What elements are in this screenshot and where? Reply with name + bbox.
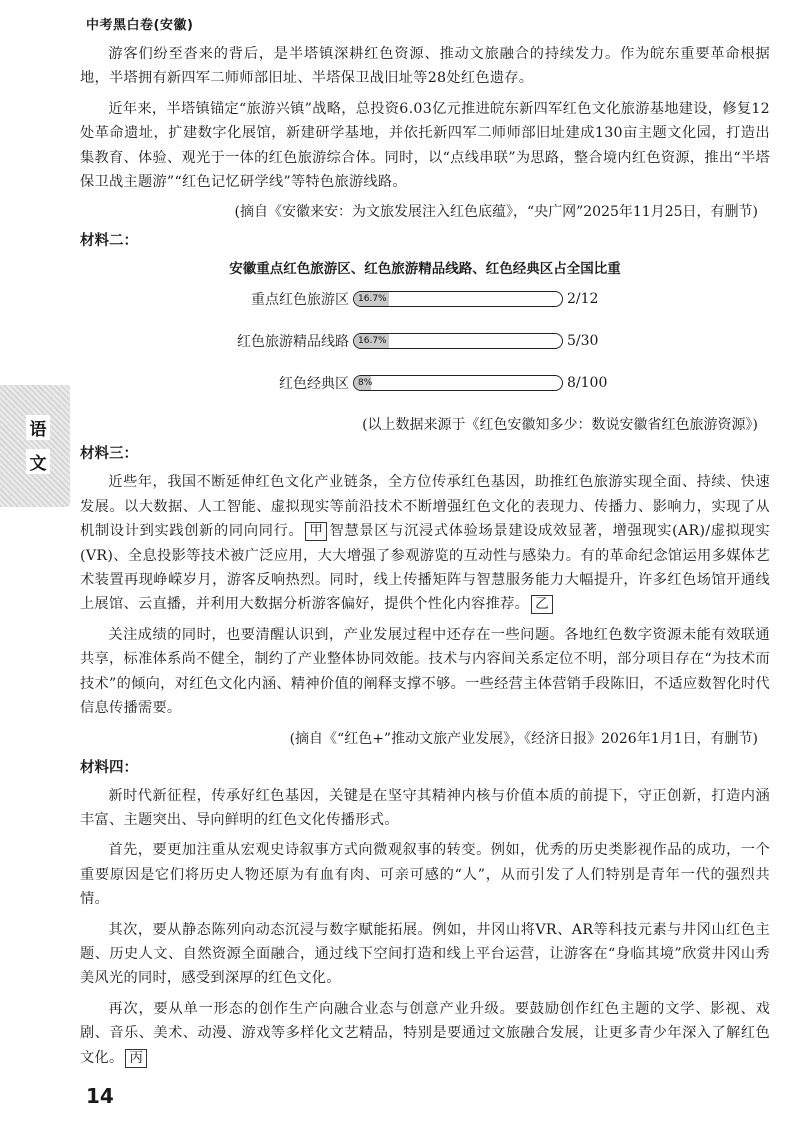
chart-category-label: 红色旅游精品线路 <box>237 334 349 351</box>
material3-paragraph-1 <box>80 470 770 616</box>
subject-tab-char-2: 文 <box>26 449 50 474</box>
chart-category-label: 红色经典区 <box>279 376 349 393</box>
chart-row <box>80 371 770 395</box>
share-bar-chart <box>80 257 770 395</box>
chart-ratio-label: 8/100 <box>567 375 608 392</box>
chart-row <box>80 329 770 353</box>
chart-category-label: 重点红色旅游区 <box>251 292 349 309</box>
material3-p1-part-b: 智慧景区与沉浸式体验场景建设成效显著，增强现实(AR)/虚拟现实(VR)、全息投影等技术被广泛应用，大大增强了参观游览的互动性与感染力。有的革命纪念馆运用多媒体艺术装置再现峥嵘岁月，游客反响热烈。同时，线上传播矩阵与智慧服务能力大幅提升，许多红色场馆开通线上展馆、云直播，并利用大数据分析游客偏好，提供个性化内容推荐。 <box>80 523 770 613</box>
blank-marker-yi: 乙 <box>531 595 553 614</box>
subject-tab <box>0 385 70 507</box>
page-number: 14 <box>86 1084 114 1108</box>
blank-marker-bing: 丙 <box>125 1049 147 1068</box>
chart-title: 安徽重点红色旅游区、红色旅游精品线路、红色经典区占全国比重 <box>229 261 621 278</box>
subject-tab-char-1: 语 <box>26 415 50 440</box>
material2-source: (以上数据来源于《红色安徽知多少：数说安徽省红色旅游资源》) <box>362 417 758 434</box>
chart-bar-track <box>353 291 563 307</box>
material4-paragraph-2: 首先，要更加注重从宏观史诗叙事方式向微观叙事的转变。例如，优秀的历史类影视作品的成功，一个重要原因是它们将历史人物还原为有血有肉、可亲可感的“人”，从而引发了人们特别是青年一代的强烈共情。 <box>80 842 770 908</box>
material4-p4-text: 再次，要从单一形态的创作生产向融合业态与创意产业升级。要鼓励创作红色主题的文学、影视、戏剧、音乐、美术、动漫、游戏等多样化文艺精品，特别是要通过文旅融合发展，让更多青少年深入了解红色文化。 <box>80 1000 770 1066</box>
material4-paragraph-4 <box>80 997 770 1070</box>
material2-label: 材料二： <box>80 233 138 250</box>
material1-paragraph-1: 游客们纷至沓来的背后，是半塔镇深耕红色资源、推动文旅融合的持续发力。作为皖东重要革命根据地，半塔拥有新四军二师师部旧址、半塔保卫战旧址等28处红色遗存。 <box>80 46 770 87</box>
chart-bar-track <box>353 333 563 349</box>
chart-ratio-label: 2/12 <box>567 291 599 308</box>
page-content <box>80 42 770 1076</box>
chart-rows <box>80 287 770 395</box>
running-header: 中考黑白卷(安徽) <box>86 18 194 33</box>
material1-paragraph-2: 近年来，半塔镇锚定“旅游兴镇”战略，总投资6.03亿元推进皖东新四军红色文化旅游基地建设，修复12处革命遗址，扩建数字化展馆，新建研学基地，并依托新四军二师师部旧址建成130亩主题文化园，打造出集教育、体验、观光于一体的红色旅游综合体。同时，以“点线串联”为思路，整合境内红色资源，推出“半塔保卫战主题游”“红色记忆研学线”等特色旅游线路。 <box>80 100 770 191</box>
material4-paragraph-3: 其次，要从静态陈列向动态沉浸与数字赋能拓展。例如，井冈山将VR、AR等科技元素与井冈山红色主题、历史人文、自然资源全面融合，通过线下空间打造和线上平台运营，让游客在“身临其境”欣赏井冈山秀美风光的同时，感受到深厚的红色文化。 <box>80 921 770 987</box>
material4-paragraph-1: 新时代新征程，传承好红色基因，关键是在坚守其精神内核与价值本质的前提下，守正创新，打造内涵丰富、主题突出、导向鲜明的红色文化传播形式。 <box>80 787 770 828</box>
chart-value-label: 8% <box>358 378 373 389</box>
blank-marker-jia: 甲 <box>305 522 327 541</box>
chart-value-label: 16.7% <box>358 336 387 347</box>
material3-paragraph-2: 关注成绩的同时，也要清醒认识到，产业发展过程中还存在一些问题。各地红色数字资源未能有效联通共享，标准体系尚不健全，制约了产业整体协同效能。技术与内容间关系定位不明，部分项目存在“为技术而技术”的倾向，对红色文化内涵、精神价值的阐释支撑不够。一些经营主体营销手段陈旧，不适应数智化时代信息传播需要。 <box>80 626 770 717</box>
material3-source: (摘自《“红色+”推动文旅产业发展》，《经济日报》2026年1月1日，有删节) <box>289 730 758 747</box>
chart-ratio-label: 5/30 <box>567 333 599 350</box>
chart-bar-track <box>353 375 563 391</box>
material3-p1-part-a: 近些年，我国不断延伸红色文化产业链条，全方位传承红色基因，助推红色旅游实现全面、持续、快速发展。以大数据、人工智能、虚拟现实等前沿技术不断增强红色文化的表现力、传播力、影响力，实现了从机制设计到实践创新的同向同行。 <box>80 474 770 540</box>
material1-source: (摘自《安徽来安：为文旅发展注入红色底蕴》，“央广网”2025年11月25日，有删节) <box>234 204 758 221</box>
material3-label: 材料三： <box>80 446 138 463</box>
material4-label: 材料四： <box>80 759 138 776</box>
chart-value-label: 16.7% <box>358 294 387 305</box>
chart-row <box>80 287 770 311</box>
